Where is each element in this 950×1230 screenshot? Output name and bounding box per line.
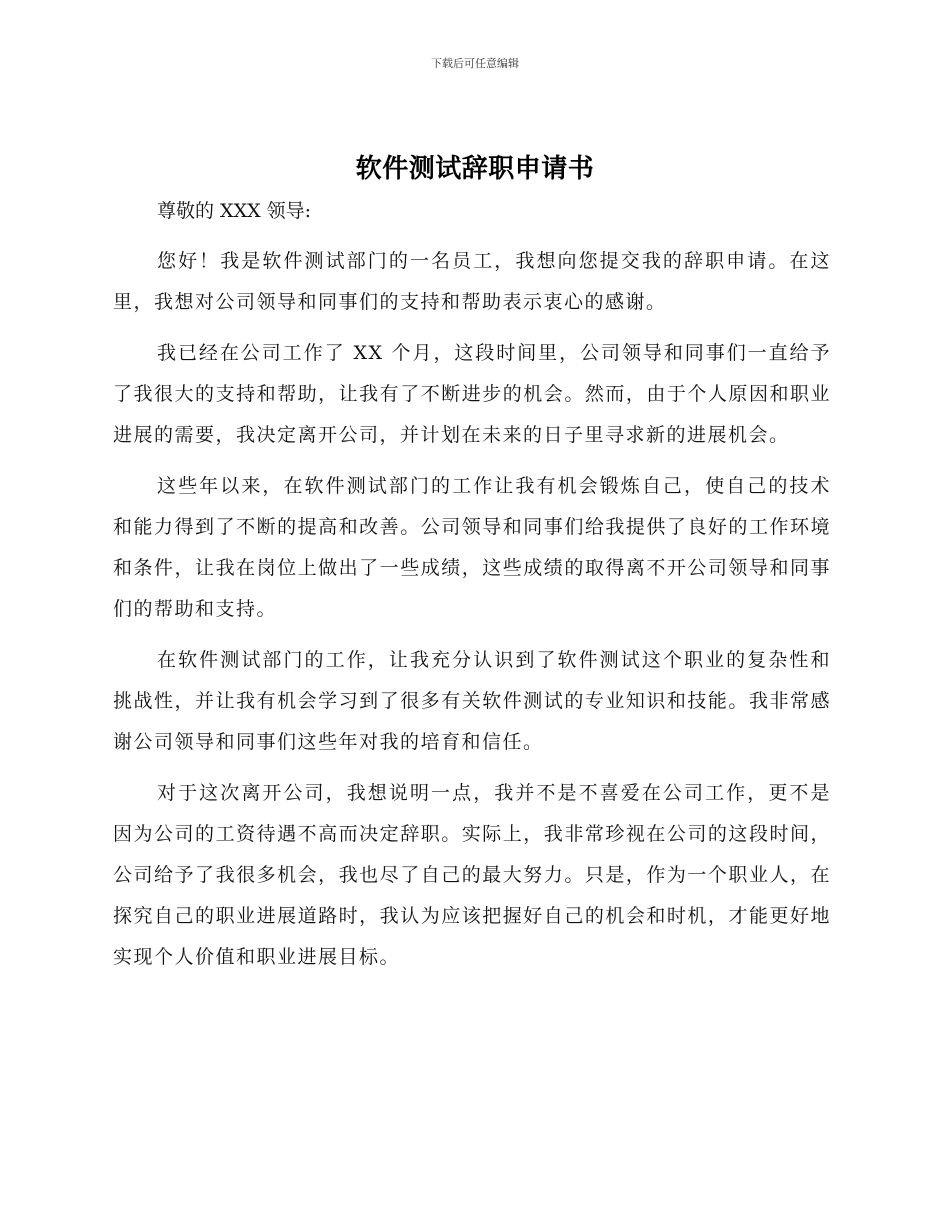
paragraph-3: 这些年以来，在软件测试部门的工作让我有机会锻炼自己，使自己的技术和能力得到了不断的提高和改善。公司领导和同事们给我提供了良好的工作环境和条件，让我在岗位上做出了一些成绩，这些成绩的取得离不开公司领导和同事们的帮助和支持。: [113, 475, 831, 620]
header-note: 下载后可任意编辑: [431, 57, 519, 70]
paragraph-5: 对于这次离开公司，我想说明一点，我并不是不喜爱在公司工作，更不是因为公司的工资待遇不高而决定辞职。实际上，我非常珍视在公司的这段时间，公司给予了我很多机会，我也尽了自己的最大努力。只是，作为一个职业人，在探究自己的职业进展道路时，我认为应该把握好自己的机会和时机，才能更好地实现个人价值和职业进展目标。: [113, 782, 831, 968]
paragraph-4: 在软件测试部门的工作，让我充分认识到了软件测试这个职业的复杂性和挑战性，并让我有机会学习到了很多有关软件测试的专业知识和技能。我非常感谢公司领导和同事们这些年对我的培育和信任。: [113, 649, 831, 753]
document-body: [113, 190, 831, 988]
paragraph-1: 您好！我是软件测试部门的一名员工，我想向您提交我的辞职申请。在这里，我想对公司领导和同事们的支持和帮助表示衷心的感谢。: [113, 250, 831, 313]
document-title: 软件测试辞职申请书: [355, 154, 595, 184]
salutation: 尊敬的 XXX 领导:: [157, 200, 312, 222]
paragraph-2: 我已经在公司工作了 XX 个月，这段时间里，公司领导和同事们一直给予了我很大的支持和帮助，让我有了不断进步的机会。然而，由于个人原因和职业进展的需要，我决定离开公司，并计划在未来的日子里寻求新的进展机会。: [113, 342, 831, 446]
